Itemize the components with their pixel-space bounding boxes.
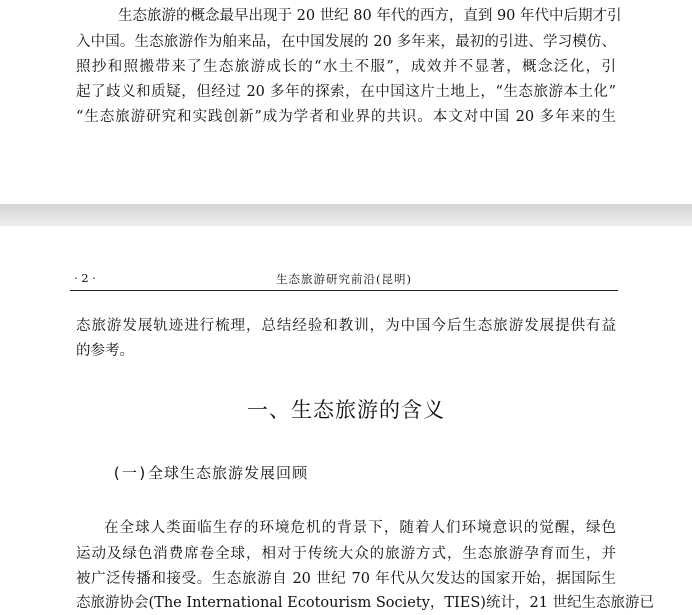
paragraph-line: 照抄和照搬带来了生态旅游成长的“水土不服”，成效并不显著，概念泛化，引 [76, 59, 616, 75]
paragraph-line: 起了歧义和质疑，但经过 20 多年的探索，在中国这片土地上，“生态旅游本土化” [76, 84, 616, 100]
paragraph-line: 生态旅游的概念最早出现于 20 世纪 80 年代的西方，直到 90 年代中后期才引 [118, 8, 622, 24]
section-heading: 一、生态旅游的含义 [247, 398, 445, 422]
sub-heading: (一)全球生态旅游发展回顾 [112, 464, 309, 482]
paragraph-line: 的参考。 [76, 343, 134, 359]
paragraph-line: 运动及绿色消费席卷全球，相对于传统大众的旅游方式，生态旅游孕育而生，并 [76, 546, 616, 562]
document-page-bottom [0, 226, 692, 615]
page-number: · 2 · [74, 271, 96, 285]
paragraph-line: 入中国。生态旅游作为舶来品，在中国发展的 20 多年来，最初的引进、学习模仿、 [76, 34, 616, 50]
document-page-top [0, 0, 692, 204]
paragraph-line: 在全球人类面临生存的环境危机的背景下，随着人们环境意识的觉醒，绿色 [104, 520, 616, 536]
paragraph-line: 态旅游发展轨迹进行梳理，总结经验和教训，为中国今后生态旅游发展提供有益 [76, 318, 616, 334]
paragraph-line: 态旅游协会(The International Ecotourism Society，TIES)统计，21 世纪生态旅游已 [76, 595, 655, 611]
running-header [70, 268, 618, 291]
paragraph-line: “生态旅游研究和实践创新”成为学者和业界的共识。本文对中国 20 多年来的生 [76, 109, 616, 125]
page-separator [0, 204, 692, 226]
running-title: 生态旅游研究前沿(昆明) [276, 272, 412, 286]
paragraph-line: 被广泛传播和接受。生态旅游自 20 世纪 70 年代从欠发达的国家开始，据国际生 [76, 571, 616, 587]
